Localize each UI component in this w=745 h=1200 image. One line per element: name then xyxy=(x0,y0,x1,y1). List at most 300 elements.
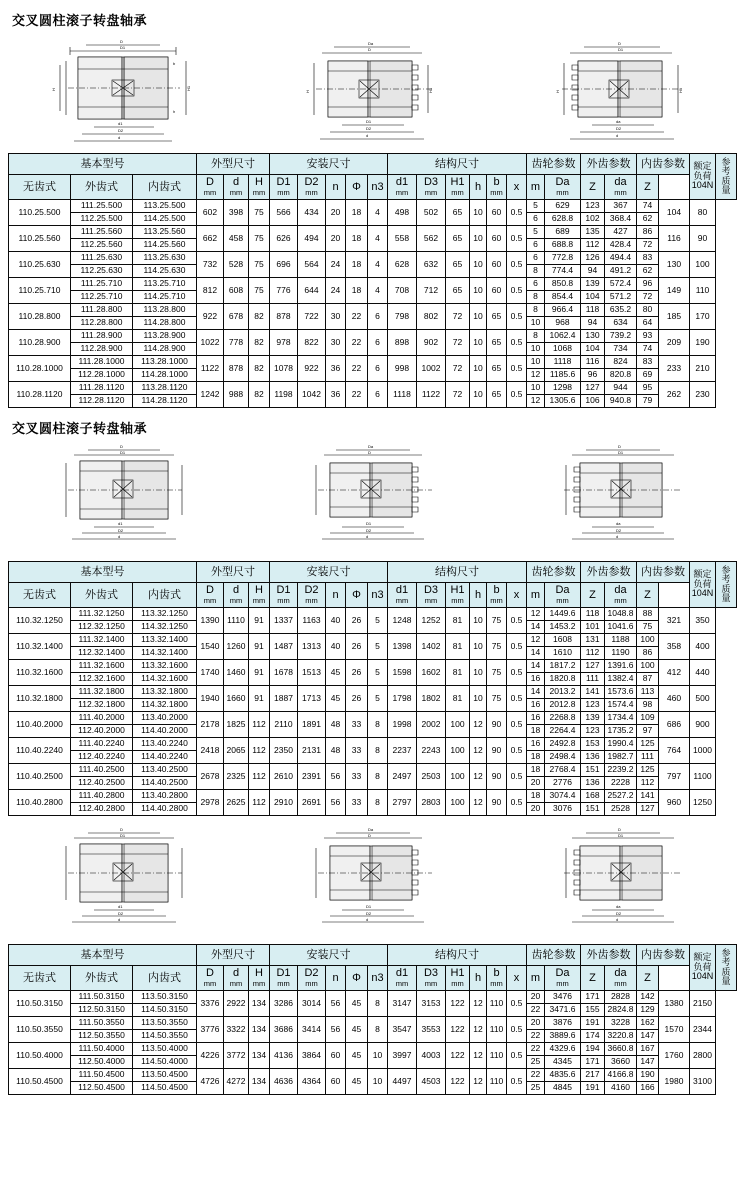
cell-Da: 1068 xyxy=(545,343,581,356)
header-struct-dim: 结构尺寸 xyxy=(388,562,527,583)
cell-Da: 3074.4 xyxy=(545,790,581,803)
cell-H: 91 xyxy=(249,686,270,712)
cell-h: 12 xyxy=(470,764,487,790)
cell-n3: 10 xyxy=(368,1043,388,1069)
section-2 xyxy=(0,418,745,816)
cell-rated-load: 104 xyxy=(659,200,690,226)
cell-m: 22 xyxy=(527,1069,545,1082)
cell-Z-ext: 135 xyxy=(581,226,605,239)
cell-Da: 2013.2 xyxy=(545,686,581,699)
cell-D3: 802 xyxy=(417,304,446,330)
cell-Da: 4845 xyxy=(545,1082,581,1095)
table-header-group-row xyxy=(9,562,737,583)
cell-int-model: 114.40.2500 xyxy=(133,777,197,790)
cell-D3: 1602 xyxy=(417,660,446,686)
cell-d: 678 xyxy=(224,304,249,330)
cell-m: 20 xyxy=(527,1017,545,1030)
header-col-da: da mm xyxy=(605,175,637,200)
cell-phi: 45 xyxy=(346,991,368,1017)
svg-text:da: da xyxy=(615,119,621,124)
cell-Z-int: 147 xyxy=(637,1056,659,1069)
cell-n3: 8 xyxy=(368,738,388,764)
cell-int-model: 113.40.2000 xyxy=(133,712,197,725)
header-col-n3: n3 xyxy=(368,966,388,991)
cell-int-model: 114.32.1600 xyxy=(133,673,197,686)
table-row xyxy=(9,686,737,699)
cell-ref-mass: 1000 xyxy=(690,738,716,764)
cell-d1: 628 xyxy=(388,252,417,278)
cell-b: 60 xyxy=(487,200,507,226)
cell-D2: 564 xyxy=(298,252,326,278)
cell-H: 82 xyxy=(249,330,270,356)
cell-int-model: 114.40.2000 xyxy=(133,725,197,738)
svg-text:d: d xyxy=(615,133,618,138)
cell-rated-load: 797 xyxy=(659,764,690,790)
cell-D3: 2002 xyxy=(417,712,446,738)
cell-ext-model: 111.40.2240 xyxy=(71,738,133,751)
cell-x: 0.5 xyxy=(507,304,527,330)
cell-da: 1048.8 xyxy=(605,608,637,621)
header-col-d: d mm xyxy=(224,966,249,991)
cell-ext-model: 111.28.1120 xyxy=(71,382,133,395)
cell-Z-ext: 96 xyxy=(581,369,605,382)
cell-b: 65 xyxy=(487,382,507,408)
table-row xyxy=(9,278,737,291)
header-col-Φ: Φ xyxy=(346,175,368,200)
cell-x: 0.5 xyxy=(507,1069,527,1095)
cell-rated-load: 149 xyxy=(659,278,690,304)
header-col-Z: Z xyxy=(581,175,605,200)
cell-base-model: 110.50.3550 xyxy=(9,1017,71,1043)
cell-h: 10 xyxy=(470,252,487,278)
cell-Z-ext: 191 xyxy=(581,1017,605,1030)
cell-da: 367 xyxy=(605,200,637,213)
cell-ext-model: 111.25.560 xyxy=(71,226,133,239)
svg-text:D2: D2 xyxy=(615,911,621,916)
svg-text:D2: D2 xyxy=(365,126,371,131)
cell-D3: 4003 xyxy=(417,1043,446,1069)
cell-D: 922 xyxy=(197,304,224,330)
cell-H1: 72 xyxy=(446,304,470,330)
header-col-n: n xyxy=(326,583,346,608)
header-col-内齿式: 内齿式 xyxy=(133,583,197,608)
cell-H1: 65 xyxy=(446,226,470,252)
cell-n3: 4 xyxy=(368,226,388,252)
cell-m: 22 xyxy=(527,1043,545,1056)
svg-text:b: b xyxy=(173,61,176,66)
cell-ref-mass: 100 xyxy=(690,252,716,278)
cell-h: 12 xyxy=(470,991,487,1017)
cell-d1: 3997 xyxy=(388,1043,417,1069)
table-row xyxy=(9,1043,737,1056)
table-row xyxy=(9,1069,737,1082)
cell-d1: 2497 xyxy=(388,764,417,790)
cell-da: 1188 xyxy=(605,634,637,647)
cell-n: 45 xyxy=(326,660,346,686)
cell-D2: 4364 xyxy=(298,1069,326,1095)
cell-d: 1110 xyxy=(224,608,249,634)
cell-int-model: 114.28.1120 xyxy=(133,395,197,408)
header-col-H1: H1 mm xyxy=(446,583,470,608)
cell-da: 494.4 xyxy=(605,252,637,265)
cell-x: 0.5 xyxy=(507,764,527,790)
cell-d: 1660 xyxy=(224,686,249,712)
cell-ext-model: 112.40.2500 xyxy=(71,777,133,790)
cell-d1: 1998 xyxy=(388,712,417,738)
cell-Da: 2776 xyxy=(545,777,581,790)
cell-ext-model: 112.25.630 xyxy=(71,265,133,278)
cell-Z-int: 95 xyxy=(637,382,659,395)
cell-int-model: 113.28.1120 xyxy=(133,382,197,395)
cell-x: 0.5 xyxy=(507,608,527,634)
svg-text:D2: D2 xyxy=(118,128,124,133)
cell-Z-int: 87 xyxy=(637,673,659,686)
cell-x: 0.5 xyxy=(507,660,527,686)
cell-D2: 3864 xyxy=(298,1043,326,1069)
header-struct-dim: 结构尺寸 xyxy=(388,945,527,966)
cell-Da: 3476 xyxy=(545,991,581,1004)
cell-Z-int: 162 xyxy=(637,1017,659,1030)
cell-D1: 878 xyxy=(270,304,298,330)
cell-da: 1190 xyxy=(605,647,637,660)
cell-H: 91 xyxy=(249,660,270,686)
cell-D2: 2391 xyxy=(298,764,326,790)
table-row xyxy=(9,356,737,369)
cell-D2: 2131 xyxy=(298,738,326,764)
cell-int-model: 114.50.4500 xyxy=(133,1082,197,1095)
cell-da: 3660 xyxy=(605,1056,637,1069)
cell-Da: 1062.4 xyxy=(545,330,581,343)
header-col-m: m xyxy=(527,966,545,991)
cell-Z-int: 111 xyxy=(637,751,659,764)
header-col-Da: Da mm xyxy=(545,583,581,608)
cell-int-model: 113.40.2240 xyxy=(133,738,197,751)
cell-Z-ext: 136 xyxy=(581,777,605,790)
cell-D3: 4503 xyxy=(417,1069,446,1095)
cell-n: 56 xyxy=(326,790,346,816)
cell-ext-model: 112.28.1000 xyxy=(71,369,133,382)
cell-n3: 4 xyxy=(368,252,388,278)
cell-ext-model: 111.50.3550 xyxy=(71,1017,133,1030)
cell-n: 36 xyxy=(326,382,346,408)
cell-h: 12 xyxy=(470,738,487,764)
header-col-Z: Z xyxy=(581,966,605,991)
header-ext-gear: 外齿参数 xyxy=(581,154,637,175)
cell-Da: 1820.8 xyxy=(545,673,581,686)
cell-n3: 8 xyxy=(368,991,388,1017)
cell-d1: 1798 xyxy=(388,686,417,712)
cell-d: 608 xyxy=(224,278,249,304)
header-ref-mass: 参 考 质 量 xyxy=(716,945,737,991)
cell-x: 0.5 xyxy=(507,200,527,226)
table-row xyxy=(9,608,737,621)
cell-n3: 6 xyxy=(368,330,388,356)
cell-phi: 22 xyxy=(346,304,368,330)
cell-D3: 1402 xyxy=(417,634,446,660)
cell-D: 4226 xyxy=(197,1043,224,1069)
cell-ref-mass: 440 xyxy=(690,660,716,686)
cell-rated-load: 321 xyxy=(659,608,690,634)
cell-Z-ext: 168 xyxy=(581,790,605,803)
cell-phi: 22 xyxy=(346,330,368,356)
cell-Z-ext: 111 xyxy=(581,673,605,686)
cell-ext-model: 112.32.1250 xyxy=(71,621,133,634)
cell-da: 1573.6 xyxy=(605,686,637,699)
cell-b: 90 xyxy=(487,790,507,816)
cell-D3: 1802 xyxy=(417,686,446,712)
cell-D: 602 xyxy=(197,200,224,226)
cell-d1: 498 xyxy=(388,200,417,226)
svg-text:D: D xyxy=(120,444,123,449)
cell-h: 10 xyxy=(470,382,487,408)
cell-m: 10 xyxy=(527,317,545,330)
cell-D2: 1891 xyxy=(298,712,326,738)
cell-D2: 722 xyxy=(298,304,326,330)
svg-text:D: D xyxy=(617,827,621,832)
cell-rated-load: 262 xyxy=(659,382,690,408)
cell-da: 1982.7 xyxy=(605,751,637,764)
drawing-internal-gear xyxy=(504,443,737,555)
cell-da: 368.4 xyxy=(605,213,637,226)
header-outer-dim: 外型尺寸 xyxy=(197,562,270,583)
cell-H1: 65 xyxy=(446,252,470,278)
cell-Da: 1305.6 xyxy=(545,395,581,408)
cell-Z-ext: 123 xyxy=(581,200,605,213)
cell-Z-int: 79 xyxy=(637,395,659,408)
header-col-D3: D3 mm xyxy=(417,175,446,200)
cell-Z-ext: 101 xyxy=(581,621,605,634)
table-row xyxy=(9,634,737,647)
cell-Z-ext: 104 xyxy=(581,291,605,304)
cell-da: 734 xyxy=(605,343,637,356)
cell-D3: 712 xyxy=(417,278,446,304)
cell-D: 2678 xyxy=(197,764,224,790)
cell-base-model: 110.28.1000 xyxy=(9,356,71,382)
cell-D2: 1513 xyxy=(298,660,326,686)
cell-d: 398 xyxy=(224,200,249,226)
cell-int-model: 114.28.1000 xyxy=(133,369,197,382)
drawing-external-gear xyxy=(256,826,489,938)
cell-rated-load: 686 xyxy=(659,712,690,738)
cell-n: 20 xyxy=(326,200,346,226)
cell-m: 5 xyxy=(527,200,545,213)
cell-Da: 1185.6 xyxy=(545,369,581,382)
cell-base-model: 110.32.1400 xyxy=(9,634,71,660)
cell-n: 56 xyxy=(326,764,346,790)
header-col-d: d mm xyxy=(224,175,249,200)
cell-H: 75 xyxy=(249,226,270,252)
cell-base-model: 110.28.800 xyxy=(9,304,71,330)
cell-m: 25 xyxy=(527,1082,545,1095)
table-wrap-2 xyxy=(8,561,737,816)
cell-ref-mass: 1250 xyxy=(690,790,716,816)
cell-Z-ext: 123 xyxy=(581,725,605,738)
svg-text:D1: D1 xyxy=(365,904,371,909)
cell-phi: 18 xyxy=(346,278,368,304)
cell-D3: 1252 xyxy=(417,608,446,634)
cell-Da: 688.8 xyxy=(545,239,581,252)
cell-ext-model: 111.40.2000 xyxy=(71,712,133,725)
cell-H1: 72 xyxy=(446,356,470,382)
header-col-D2: D2 mm xyxy=(298,583,326,608)
header-col-D3: D3 mm xyxy=(417,966,446,991)
cell-D3: 2243 xyxy=(417,738,446,764)
cell-da: 427 xyxy=(605,226,637,239)
svg-text:D1: D1 xyxy=(365,521,371,526)
cell-m: 8 xyxy=(527,265,545,278)
cell-da: 491.2 xyxy=(605,265,637,278)
cell-D: 662 xyxy=(197,226,224,252)
svg-text:D: D xyxy=(120,39,123,44)
cell-h: 10 xyxy=(470,330,487,356)
header-col-D1: D1 mm xyxy=(270,966,298,991)
header-gear-param: 齿轮参数 xyxy=(527,562,581,583)
cell-D1: 566 xyxy=(270,200,298,226)
cell-d: 1825 xyxy=(224,712,249,738)
cell-da: 1735.2 xyxy=(605,725,637,738)
cell-int-model: 114.25.710 xyxy=(133,291,197,304)
cell-ext-model: 112.25.710 xyxy=(71,291,133,304)
cell-int-model: 113.28.900 xyxy=(133,330,197,343)
cell-d1: 1398 xyxy=(388,634,417,660)
cell-D: 2418 xyxy=(197,738,224,764)
cell-Z-ext: 136 xyxy=(581,751,605,764)
svg-text:d: d xyxy=(615,534,618,539)
svg-text:Da: Da xyxy=(367,444,373,449)
cell-Z-int: 75 xyxy=(637,621,659,634)
cell-D3: 1122 xyxy=(417,382,446,408)
drawing-internal-gear xyxy=(504,826,737,938)
cell-h: 12 xyxy=(470,1017,487,1043)
cell-m: 20 xyxy=(527,803,545,816)
cell-Z-ext: 118 xyxy=(581,304,605,317)
cell-m: 10 xyxy=(527,343,545,356)
cell-D1: 776 xyxy=(270,278,298,304)
cell-b: 65 xyxy=(487,330,507,356)
cell-x: 0.5 xyxy=(507,330,527,356)
cell-H: 75 xyxy=(249,278,270,304)
cell-int-model: 113.25.500 xyxy=(133,200,197,213)
header-col-b: b mm xyxy=(487,966,507,991)
cell-phi: 18 xyxy=(346,200,368,226)
cell-b: 110 xyxy=(487,1017,507,1043)
cell-D2: 644 xyxy=(298,278,326,304)
header-col-D1: D1 mm xyxy=(270,175,298,200)
cell-m: 10 xyxy=(527,356,545,369)
svg-text:H: H xyxy=(304,90,310,93)
cell-ext-model: 112.28.900 xyxy=(71,343,133,356)
svg-text:D1: D1 xyxy=(120,833,126,838)
drawing-no-gear xyxy=(8,443,241,555)
cell-da: 820.8 xyxy=(605,369,637,382)
cell-da: 1382.4 xyxy=(605,673,637,686)
cell-m: 20 xyxy=(527,991,545,1004)
cell-base-model: 110.25.710 xyxy=(9,278,71,304)
cell-Da: 4329.6 xyxy=(545,1043,581,1056)
cell-da: 2528 xyxy=(605,803,637,816)
cell-Z-ext: 94 xyxy=(581,265,605,278)
cell-Da: 1610 xyxy=(545,647,581,660)
cell-int-model: 114.25.630 xyxy=(133,265,197,278)
header-rated-load: 额定 负荷 104N xyxy=(690,154,716,200)
header-col-外齿式: 外齿式 xyxy=(71,966,133,991)
cell-ext-model: 111.40.2800 xyxy=(71,790,133,803)
cell-base-model: 110.40.2500 xyxy=(9,764,71,790)
cell-phi: 45 xyxy=(346,1017,368,1043)
cell-n: 60 xyxy=(326,1043,346,1069)
cell-rated-load: 764 xyxy=(659,738,690,764)
cell-b: 60 xyxy=(487,226,507,252)
cell-int-model: 113.28.800 xyxy=(133,304,197,317)
cell-ext-model: 112.50.4500 xyxy=(71,1082,133,1095)
cell-d1: 558 xyxy=(388,226,417,252)
cell-ref-mass: 210 xyxy=(690,356,716,382)
cell-b: 110 xyxy=(487,1069,507,1095)
cell-Da: 1817.2 xyxy=(545,660,581,673)
cell-Da: 966.4 xyxy=(545,304,581,317)
cell-ext-model: 112.40.2240 xyxy=(71,751,133,764)
table-row xyxy=(9,764,737,777)
cell-H1: 122 xyxy=(446,1069,470,1095)
cell-Z-int: 96 xyxy=(637,278,659,291)
cell-Z-int: 112 xyxy=(637,777,659,790)
header-col-h: h xyxy=(470,966,487,991)
cell-rated-load: 358 xyxy=(659,634,690,660)
cell-int-model: 113.50.3550 xyxy=(133,1017,197,1030)
cell-da: 1574.4 xyxy=(605,699,637,712)
svg-text:D2: D2 xyxy=(615,528,621,533)
cell-int-model: 113.32.1800 xyxy=(133,686,197,699)
cell-D: 3776 xyxy=(197,1017,224,1043)
cell-ext-model: 112.25.500 xyxy=(71,213,133,226)
cell-D1: 2610 xyxy=(270,764,298,790)
cell-H1: 122 xyxy=(446,1043,470,1069)
cell-int-model: 113.32.1600 xyxy=(133,660,197,673)
cell-d: 2325 xyxy=(224,764,249,790)
cell-n: 45 xyxy=(326,686,346,712)
cell-D2: 922 xyxy=(298,356,326,382)
header-col-b: b mm xyxy=(487,175,507,200)
cell-D3: 502 xyxy=(417,200,446,226)
cell-D1: 1198 xyxy=(270,382,298,408)
svg-text:D1: D1 xyxy=(617,450,623,455)
cell-n: 30 xyxy=(326,304,346,330)
cell-h: 10 xyxy=(470,686,487,712)
cell-D1: 1487 xyxy=(270,634,298,660)
cell-D2: 1042 xyxy=(298,382,326,408)
cell-phi: 22 xyxy=(346,382,368,408)
cell-ext-model: 111.32.1400 xyxy=(71,634,133,647)
cell-ext-model: 111.32.1600 xyxy=(71,660,133,673)
cell-Da: 3471.6 xyxy=(545,1004,581,1017)
cell-D1: 626 xyxy=(270,226,298,252)
cell-base-model: 110.32.1800 xyxy=(9,686,71,712)
header-col-Φ: Φ xyxy=(346,583,368,608)
cell-Z-ext: 126 xyxy=(581,252,605,265)
cell-phi: 26 xyxy=(346,634,368,660)
cell-da: 1391.6 xyxy=(605,660,637,673)
cell-D2: 1163 xyxy=(298,608,326,634)
cell-int-model: 114.40.2800 xyxy=(133,803,197,816)
cell-da: 572.4 xyxy=(605,278,637,291)
cell-d: 528 xyxy=(224,252,249,278)
cell-Z-ext: 118 xyxy=(581,608,605,621)
cell-da: 2824.8 xyxy=(605,1004,637,1017)
table-row xyxy=(9,304,737,317)
cell-da: 634 xyxy=(605,317,637,330)
cell-H: 75 xyxy=(249,200,270,226)
cell-D1: 2110 xyxy=(270,712,298,738)
